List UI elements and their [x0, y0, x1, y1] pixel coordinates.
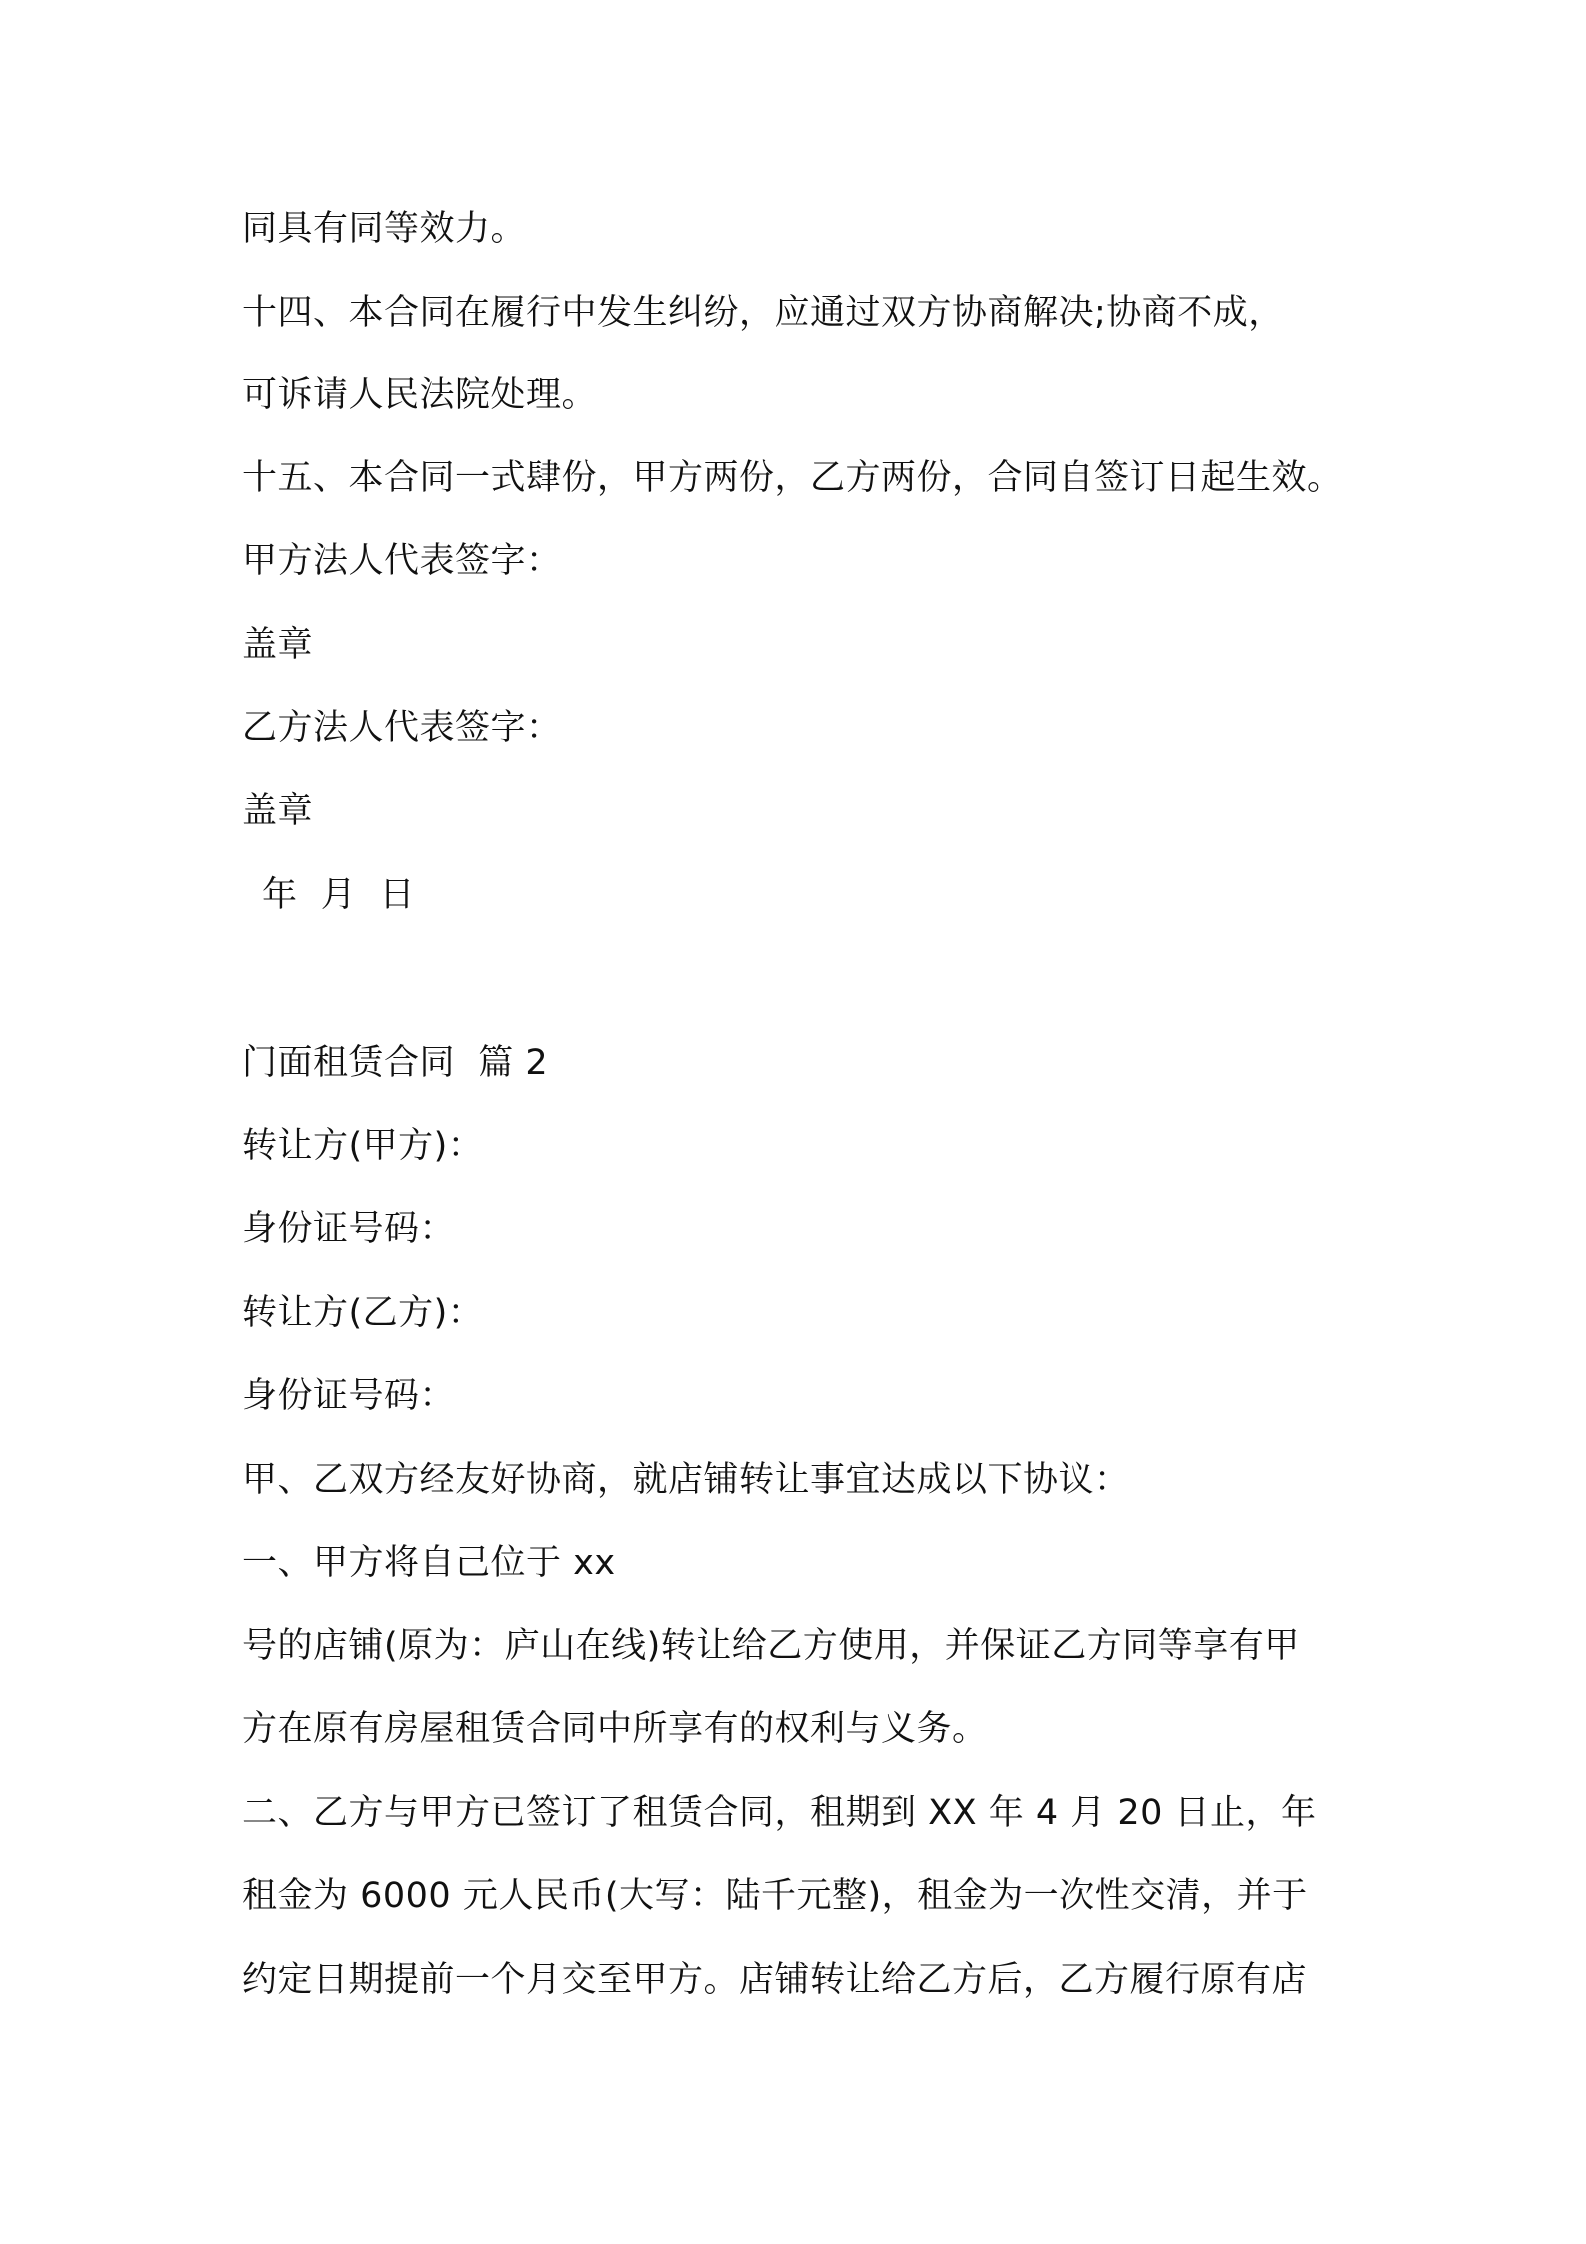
- text-line: 十四、本合同在履行中发生纠纷，应通过双方协商解决;协商不成，: [242, 293, 1284, 333]
- text-line: 可诉请人民法院处理。: [242, 375, 598, 415]
- date-line: 年 月 日: [262, 875, 416, 915]
- text-line: 转让方(乙方)：: [242, 1293, 484, 1333]
- text-line: 方在原有房屋租赁合同中所享有的权利与义务。: [242, 1709, 988, 1749]
- text-line: 转让方(甲方)：: [242, 1126, 484, 1166]
- text-line: 租金为 6000 元人民币(大写：陆千元整)，租金为一次性交清，并于: [242, 1876, 1308, 1916]
- text-line: 号的店铺(原为：庐山在线)转让给乙方使用，并保证乙方同等享有甲: [242, 1626, 1300, 1666]
- section-heading: 门面租赁合同 篇 2: [242, 1043, 549, 1083]
- seal-label: 盖章: [242, 625, 314, 665]
- text-line: 一、甲方将自己位于 xx: [242, 1543, 616, 1583]
- text-line: 甲、乙双方经友好协商，就店铺转让事宜达成以下协议：: [242, 1460, 1130, 1500]
- seal-label: 盖章: [242, 791, 314, 831]
- signature-label: 乙方法人代表签字：: [242, 708, 562, 748]
- text-line: 身份证号码：: [242, 1209, 456, 1249]
- text-line: 同具有同等效力。: [242, 209, 527, 249]
- text-line: 约定日期提前一个月交至甲方。店铺转让给乙方后，乙方履行原有店: [242, 1960, 1308, 2000]
- text-line: 身份证号码：: [242, 1376, 456, 1416]
- text-line: 十五、本合同一式肆份，甲方两份，乙方两份，合同自签订日起生效。: [242, 458, 1343, 498]
- signature-label: 甲方法人代表签字：: [242, 541, 562, 581]
- text-line: 二、乙方与甲方已签订了租赁合同，租期到 XX 年 4 月 20 日止，年: [242, 1793, 1317, 1833]
